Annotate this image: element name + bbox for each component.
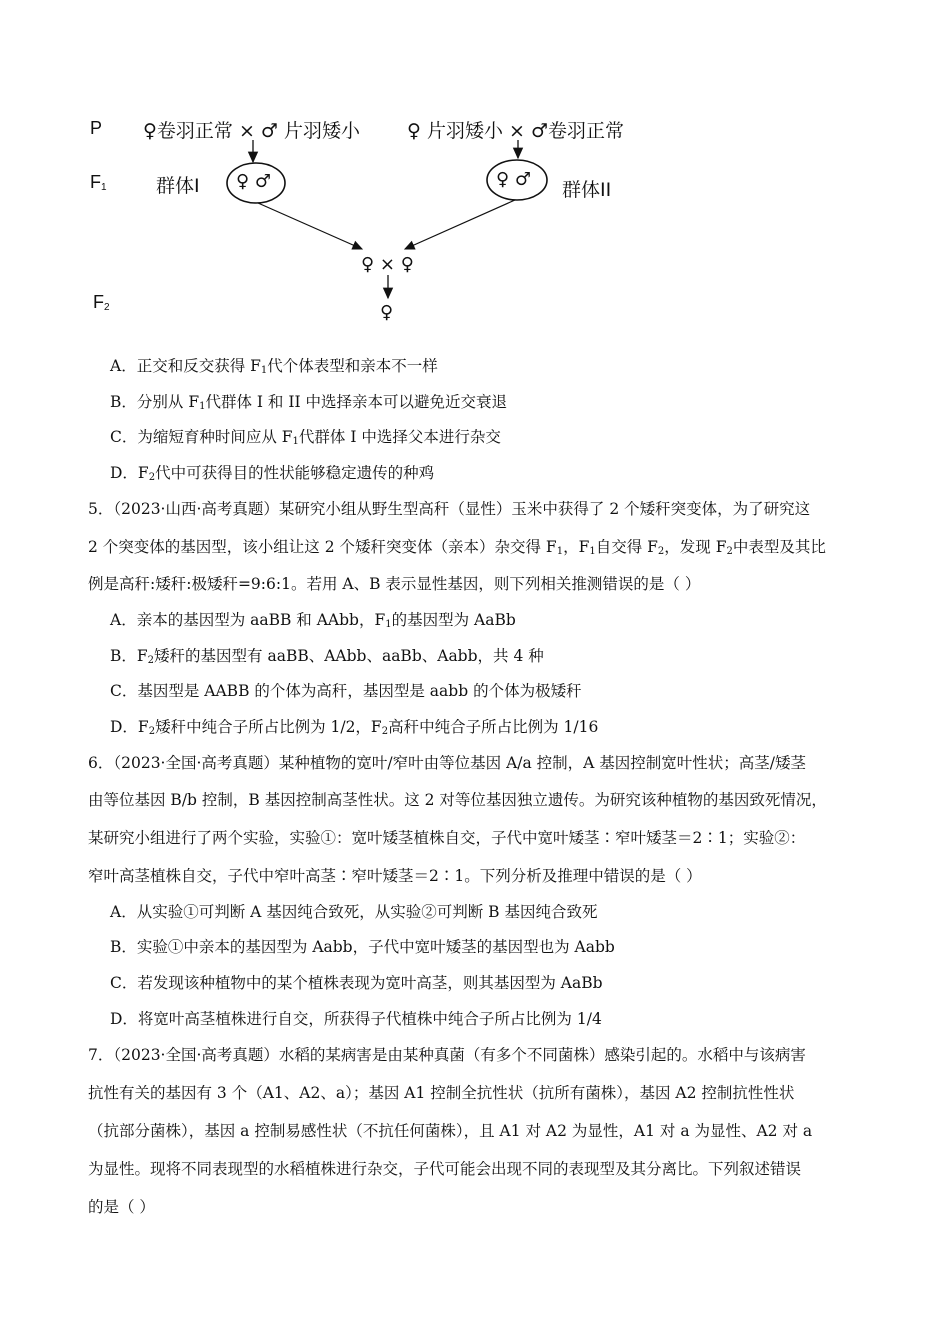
- p-label: P: [90, 118, 103, 138]
- q4-d-text-2: 代中可获得目的性状能够稳定遗传的种鸡: [155, 464, 435, 482]
- q6-stem-line-1: 6．（2023·全国·高考真题）某种植物的宽叶/窄叶由等位基因 A/a 控制，A 基因控制宽叶性状；高茎/矮茎: [88, 754, 806, 772]
- q5-l2-c: 自交得 F: [595, 538, 658, 556]
- q6-stem-line-4: 窄叶高茎植株自交，子代中窄叶高茎∶窄叶矮茎＝2∶1。下列分析及推理中错误的是（ ）: [88, 867, 702, 885]
- q4-d-text: D．F: [110, 464, 149, 482]
- q4-b-text: B．分别从 F: [110, 393, 200, 411]
- q5-option-d: [110, 717, 598, 742]
- q7-stem-line-4: 为显性。现将不同表现型的水稻植株进行杂交，子代可能会出现不同的表现型及其分离比。下列叙述错误: [88, 1160, 802, 1178]
- group2-label: 群体II: [562, 179, 612, 201]
- q6-stem-line-2: 由等位基因 B/b 控制，B 基因控制高茎性状。这 2 对等位基因独立遗传。为研究该种植物的基因致死情况，: [88, 791, 827, 809]
- q5-d-text-3: 高秆中纯合子所占比例为 1/16: [388, 718, 599, 736]
- q5-stem-line-3: 例是高秆:矮秆:极矮秆=9:6:1。若用 A、B 表示显性基因，则下列相关推测错误的是（ ）: [88, 575, 701, 593]
- group1-sexes: ♀ ♂: [236, 171, 272, 192]
- q5-l2-s3: 2: [657, 546, 665, 557]
- q5-b-text-2: 矮秆的基因型有 aaBB、AAbb、aaBb、Aabb，共 4 种: [154, 647, 544, 665]
- q5-stem-line-2: [88, 537, 826, 562]
- q5-stem-line-1: 5．（2023·山西·高考真题）某研究小组从野生型高秆（显性）玉米中获得了 2 个矮秆突变体，为了研究这: [88, 500, 811, 518]
- q5-l2-b: ，F: [563, 538, 590, 556]
- q5-b-sub: 2: [147, 655, 155, 666]
- q4-c-text-2: 代群体 I 中选择父本进行杂交: [298, 428, 501, 446]
- q5-a-text-2: 的基因型为 AaBb: [391, 611, 516, 629]
- q5-l2-s4: 2: [726, 546, 733, 557]
- q5-option-a: [110, 610, 516, 635]
- q4-b-sub: 1: [199, 401, 206, 412]
- q5-option-b: [110, 646, 544, 671]
- f1-letter: F: [90, 172, 101, 192]
- q4-option-b: [110, 392, 507, 417]
- group2-sexes: ♀ ♂: [496, 169, 532, 190]
- q4-option-a: [110, 356, 438, 381]
- f2-subscript: 2: [104, 302, 110, 313]
- q6-stem-line-3: 某研究小组进行了两个实验，实验①：宽叶矮茎植株自交，子代中宽叶矮茎∶窄叶矮茎＝2∶1；实验②：: [88, 829, 806, 847]
- q6-option-b: B．实验①中亲本的基因型为 Aabb，子代中宽叶矮茎的基因型也为 Aabb: [110, 938, 615, 956]
- q5-a-sub: 1: [385, 619, 392, 630]
- f1-subscript: 1: [101, 182, 107, 193]
- q5-d-text-2: 矮秆中纯合子所占比例为 1/2，F: [155, 718, 382, 736]
- q4-a-text: A．正交和反交获得 F: [110, 357, 261, 375]
- q5-b-text: B．F: [110, 647, 148, 665]
- q5-l2-s2: 1: [589, 546, 596, 557]
- arrow-group2-to-f1cross: [405, 200, 515, 249]
- diagram-lines: [0, 0, 950, 340]
- q7-stem-line-2: 抗性有关的基因有 3 个（A1、A2、a）；基因 A1 控制全抗性状（抗所有菌株），基因 A2 控制抗性性状: [88, 1084, 795, 1102]
- cross-left: ♀卷羽正常 × ♂ 片羽矮小: [143, 120, 360, 142]
- f2-letter: F: [93, 292, 104, 312]
- f2-result: ♀: [380, 302, 394, 323]
- group1-label: 群体I: [156, 175, 200, 197]
- f1-label: [90, 172, 107, 193]
- cross-right: ♀ 片羽矮小 × ♂卷羽正常: [407, 120, 624, 142]
- q5-l2-s1: 1: [556, 546, 564, 557]
- q4-option-d: [110, 463, 434, 488]
- q6-option-c: C．若发现该种植物中的某个植株表现为宽叶高茎，则其基因型为 AaBb: [110, 974, 603, 992]
- q4-option-c: [110, 427, 501, 452]
- q6-option-d: D．将宽叶高茎植株进行自交，所获得子代植株中纯合子所占比例为 1/4: [110, 1010, 602, 1028]
- q5-l2-a: 2 个突变体的基因型，该小组让这 2 个矮秆突变体（亲本）杂交得 F: [88, 538, 557, 556]
- q6-option-a: A．从实验①可判断 A 基因纯合致死，从实验②可判断 B 基因纯合致死: [110, 903, 598, 921]
- q5-a-text: A．亲本的基因型为 aaBB 和 AAbb，F: [110, 611, 386, 629]
- q7-stem-line-1: 7．（2023·全国·高考真题）水稻的某病害是由某种真菌（有多个不同菌株）感染引起的。水稻中与该病害: [88, 1046, 806, 1064]
- q5-d-text: D．F: [110, 718, 149, 736]
- cross-diagram: [0, 0, 950, 340]
- q4-c-sub: 1: [292, 436, 299, 447]
- q7-stem-line-3: （抗部分菌株），基因 a 控制易感性状（不抗任何菌株），且 A1 对 A2 为显性，A1 对 a 为显性、A2 对 a: [88, 1122, 813, 1140]
- q7-stem-line-5: 的是（ ）: [88, 1198, 155, 1216]
- arrow-group1-to-f1cross: [258, 203, 362, 249]
- q5-l2-d: ，发现 F: [664, 538, 727, 556]
- f2-label: [93, 292, 110, 313]
- q4-d-sub: 2: [148, 472, 156, 483]
- f1-cross: ♀ × ♀: [361, 254, 414, 275]
- q4-b-text-2: 代群体 I 和 II 中选择亲本可以避免近交衰退: [205, 393, 508, 411]
- q4-a-text-2: 代个体表型和亲本不一样: [267, 357, 438, 375]
- q5-l2-e: 中表型及其比: [732, 538, 826, 556]
- q5-option-c: C．基因型是 AABB 的个体为高秆，基因型是 aabb 的个体为极矮秆: [110, 682, 582, 700]
- q5-d-sub: 2: [148, 726, 156, 737]
- q4-c-text: C．为缩短育种时间应从 F: [110, 428, 293, 446]
- q5-d-sub-2: 2: [381, 726, 389, 737]
- q4-a-sub: 1: [260, 365, 268, 376]
